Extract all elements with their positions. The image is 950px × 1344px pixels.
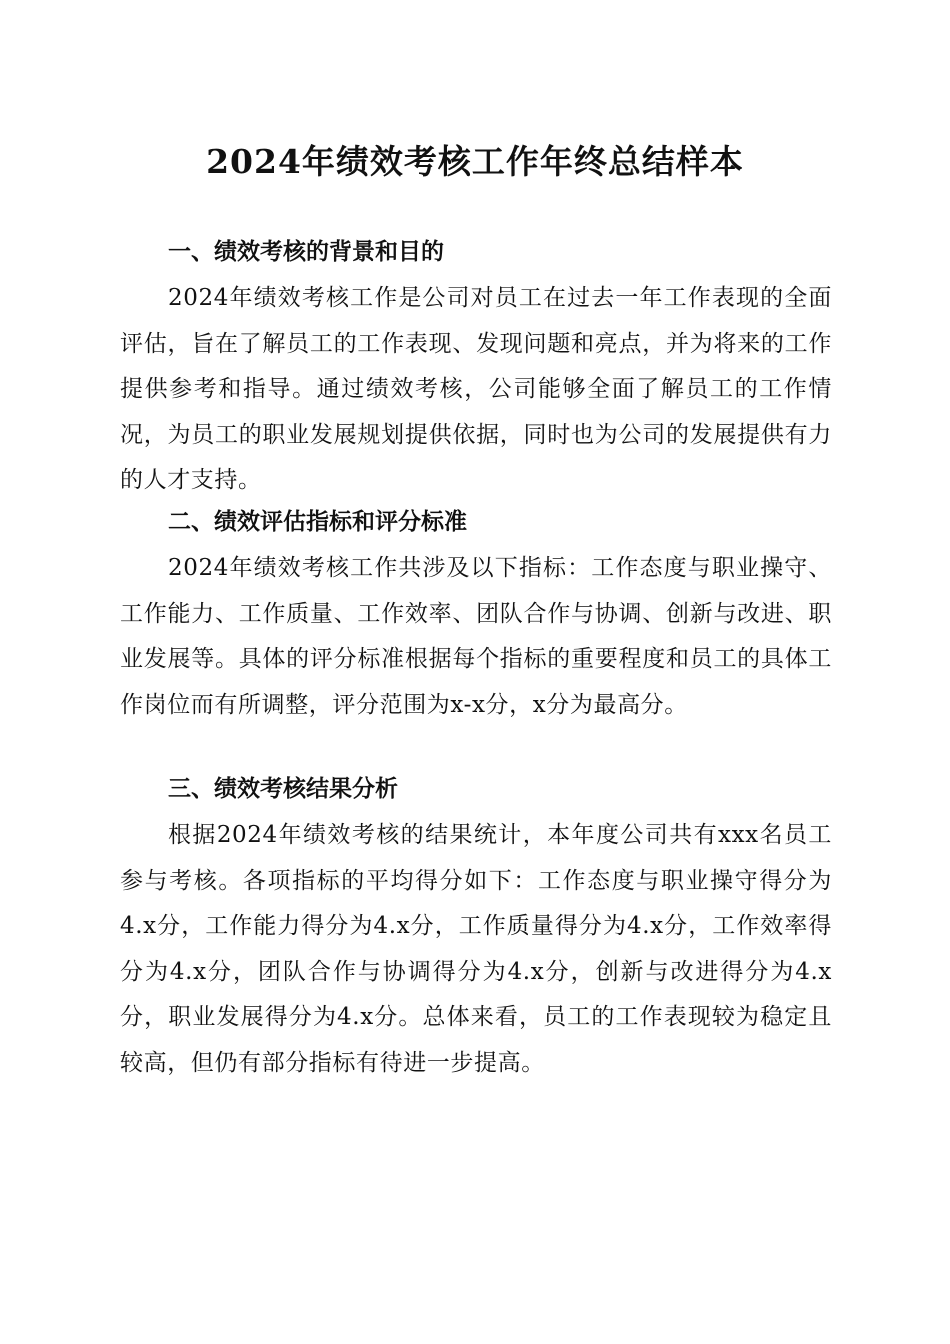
- section-indicators-criteria: [120, 498, 832, 728]
- section-heading: 二、绩效评估指标和评分标准: [168, 509, 467, 535]
- section-background-purpose: [120, 228, 832, 504]
- section-results-analysis: [120, 765, 832, 1086]
- section-heading: 三、绩效考核结果分析: [168, 776, 398, 802]
- section-paragraph: 2024年绩效考核工作是公司对员工在过去一年工作表现的全面评估，旨在了解员工的工作表现、发现问题和亮点，并为将来的工作提供参考和指导。通过绩效考核，公司能够全面了解员工的工作情况，为员工的职业发展规划提供依据，同时也为公司的发展提供有力的人才支持。: [120, 285, 832, 493]
- document-title: 2024年绩效考核工作年终总结样本: [206, 142, 744, 181]
- section-paragraph: 2024年绩效考核工作共涉及以下指标：工作态度与职业操守、工作能力、工作质量、工作效率、团队合作与协调、创新与改进、职业发展等。具体的评分标准根据每个指标的重要程度和员工的具体工作岗位而有所调整，评分范围为x-x分，x分为最高分。: [120, 555, 832, 718]
- section-heading: 一、绩效考核的背景和目的: [168, 239, 444, 265]
- section-paragraph: 根据2024年绩效考核的结果统计，本年度公司共有xxx名员工参与考核。各项指标的平均得分如下：工作态度与职业操守得分为4.x分，工作能力得分为4.x分，工作质量得分为4.x分，工作效率得分为4.x分，团队合作与协调得分为4.x分，创新与改进得分为4.x分，职业发展得分为4.x分。总体来看，员工的工作表现较为稳定且较高，但仍有部分指标有待进一步提高。: [120, 822, 832, 1076]
